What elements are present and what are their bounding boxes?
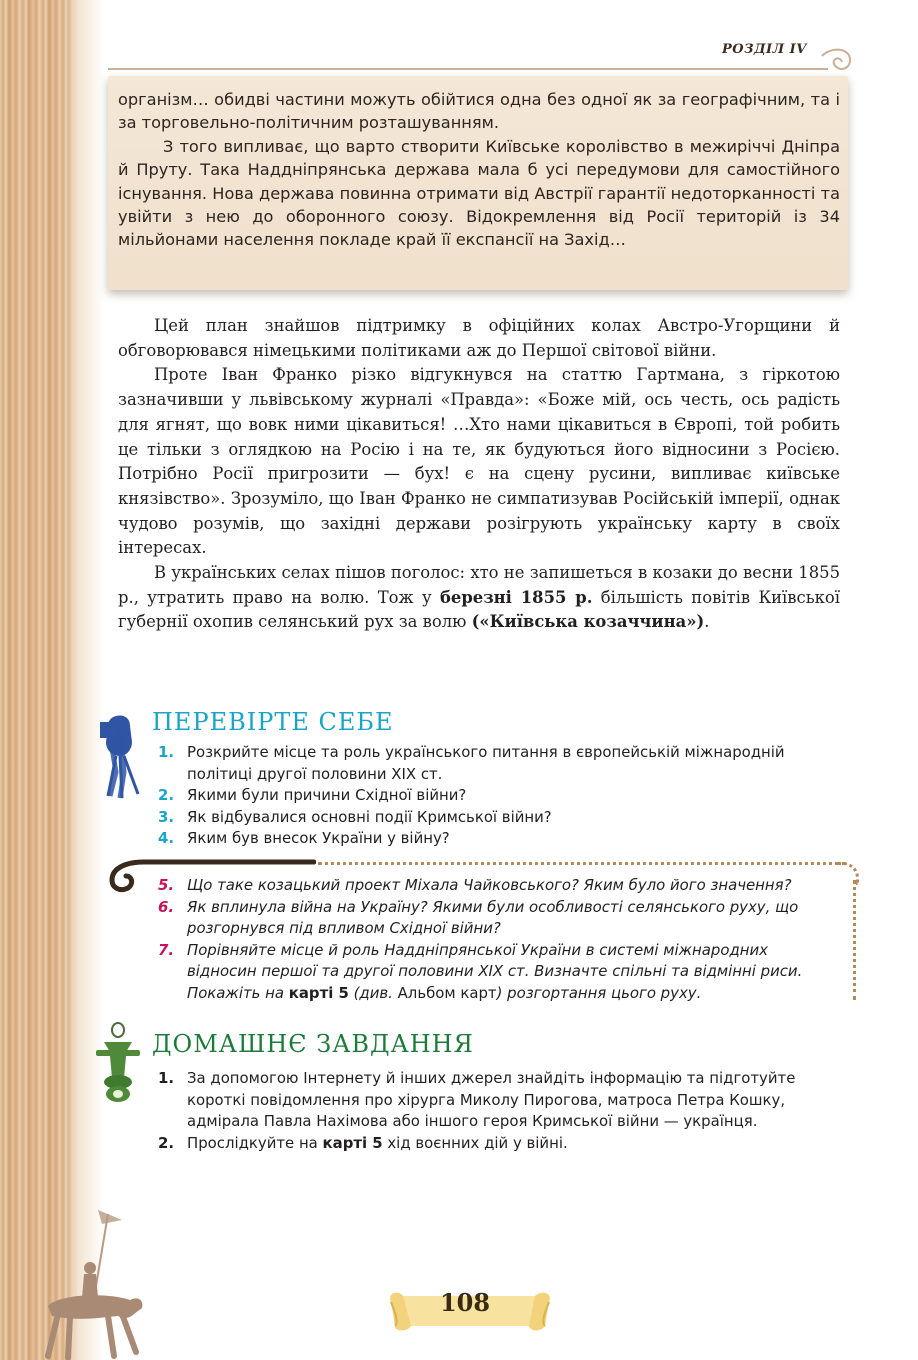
homework-heading: ДОМАШНЄ ЗАВДАННЯ: [152, 1030, 474, 1058]
header-curl-icon: [820, 44, 854, 78]
item-number: 2.: [158, 1133, 175, 1152]
item-text: Як відбувалися основні події Кримської війни?: [187, 807, 552, 826]
lantern-icon: [92, 1020, 144, 1104]
item-text: (див.: [348, 983, 398, 1002]
item-text: Яким був внесок України у війну?: [187, 829, 450, 847]
item-number: 6.: [158, 897, 175, 916]
header-rule: [108, 68, 828, 70]
list-item: [158, 1133, 842, 1155]
section-label: РОЗДІЛ IV: [722, 42, 807, 57]
quote-text: [118, 88, 840, 252]
item-number: 1.: [158, 743, 175, 761]
main-text: [118, 314, 840, 635]
bold-date: березні 1855 р.: [439, 587, 593, 607]
horse-rider-icon: [38, 1206, 148, 1360]
item-number: 4.: [158, 829, 175, 847]
map-reference: карті 5: [288, 983, 349, 1002]
atlas-reference: Альбом карт: [397, 983, 497, 1002]
body-text-span: В українських селах пішов поголос: хто не запишеться в козаки до весни 1855 р., утратить право на волю. Тож у: [118, 563, 840, 607]
item-text: хід воєнних дій у війні.: [382, 1133, 568, 1152]
item-text: Якими були причини Східної війни?: [187, 786, 467, 804]
list-item: [158, 828, 842, 850]
page-number: 108: [439, 1288, 491, 1317]
list-item: [158, 785, 842, 807]
list-item: [158, 807, 842, 829]
item-text: Як вплинула війна на Україну? Якими були особливості селянського руху, що розгорнувся під впливом Східної війни?: [187, 897, 799, 937]
body-text-span: більшість повітів Київської губернії охопив селянський рух за волю: [118, 587, 840, 632]
item-number: 7.: [158, 940, 175, 959]
quote-paragraph: організм… обидві частини можуть обійтися одна без одної як за географічним, та і за торговельно-політичним розташуванням.: [118, 90, 840, 133]
list-item: [158, 1068, 842, 1133]
item-number: 3.: [158, 807, 175, 826]
item-number: 5.: [158, 876, 175, 894]
quote-paragraph: З того випливає, що варто створити Київське королівство в межиріччі Дніпра й Пруту. Така Наддніпрянська держава мала б усі передумови для самостійного існування. Нова держава повинна отримати від Австрії гарантії недоторканності та увійти з нею до оборонного союзу. Відокремлення від Росії територій із 34 мільйонами населення покладе край її експансії на Захід…: [118, 136, 840, 250]
item-text: Порівняйте місце й роль Наддніпрянської України в системі міжнародних відносин першої та другої половини XIX ст. Визначте спільні та відмінні риси. Покажіть на: [187, 940, 803, 1002]
item-text: За допомогою Інтернету й інших джерел знайдіть інформацію та підготуйте короткі повідомлення про хірурга Миколу Пирогова, матроса Петра Кошку, адмірала Павла Нахімова або іншого героя Кримської війни — українця.: [187, 1069, 796, 1130]
dotted-bracket-top: [318, 862, 846, 865]
item-text: ) розгортання цього руху.: [496, 983, 702, 1002]
body-paragraph: Проте Іван Франко різко відгукнувся на статтю Гартмана, з гіркотою зазначивши у львівському журналі «Правда»: «Боже мій, ось честь, ось радість для ягнят, що вовк ними цікавиться! …Хто нами цікавиться в Європі, той робить це тільки з оглядкою на Росію і на те, як будуються його відносини з Росією. Потрібно Росії пригрозити — бух! є на сцену русини, випливає київське князівство». Зрозуміло, що Іван Франко не симпатизував Російській імперії, однак чудово розумів, що західні держави розігрують українську карту в своїх інтересах.: [118, 365, 840, 558]
item-number: 2.: [158, 786, 175, 804]
map-reference: карті 5: [322, 1133, 383, 1152]
body-paragraph: Цей план знайшов підтримку в офіційних колах Австро-Угорщини й обговорювався німецькими політиками аж до Першої світової війни.: [118, 316, 840, 360]
body-text-span: .: [704, 612, 710, 632]
bold-term: («Київська козаччина»): [471, 612, 705, 632]
item-number: 1.: [158, 1069, 175, 1087]
camera-tripod-icon: [94, 712, 146, 802]
list-item: [158, 875, 842, 897]
advanced-questions-list: [158, 875, 842, 1004]
list-item: [158, 897, 842, 940]
list-item: [158, 742, 842, 785]
item-text: Розкрийте місце та роль українського питання в європейській міжнародній політиці другої половини XIX ст.: [187, 743, 785, 783]
homework-list: [158, 1068, 842, 1154]
dotted-bracket-right: [853, 880, 856, 1000]
check-yourself-heading: ПЕРЕВІРТЕ СЕБЕ: [152, 708, 394, 736]
item-text: Прослідкуйте на: [187, 1133, 323, 1152]
wooden-spine-edge: [64, 0, 104, 1360]
list-item: [158, 940, 842, 1005]
body-paragraph: [118, 561, 840, 635]
check-yourself-list: [158, 742, 842, 850]
item-text: Що таке козацький проект Міхала Чайковського? Яким було його значення?: [187, 876, 792, 894]
